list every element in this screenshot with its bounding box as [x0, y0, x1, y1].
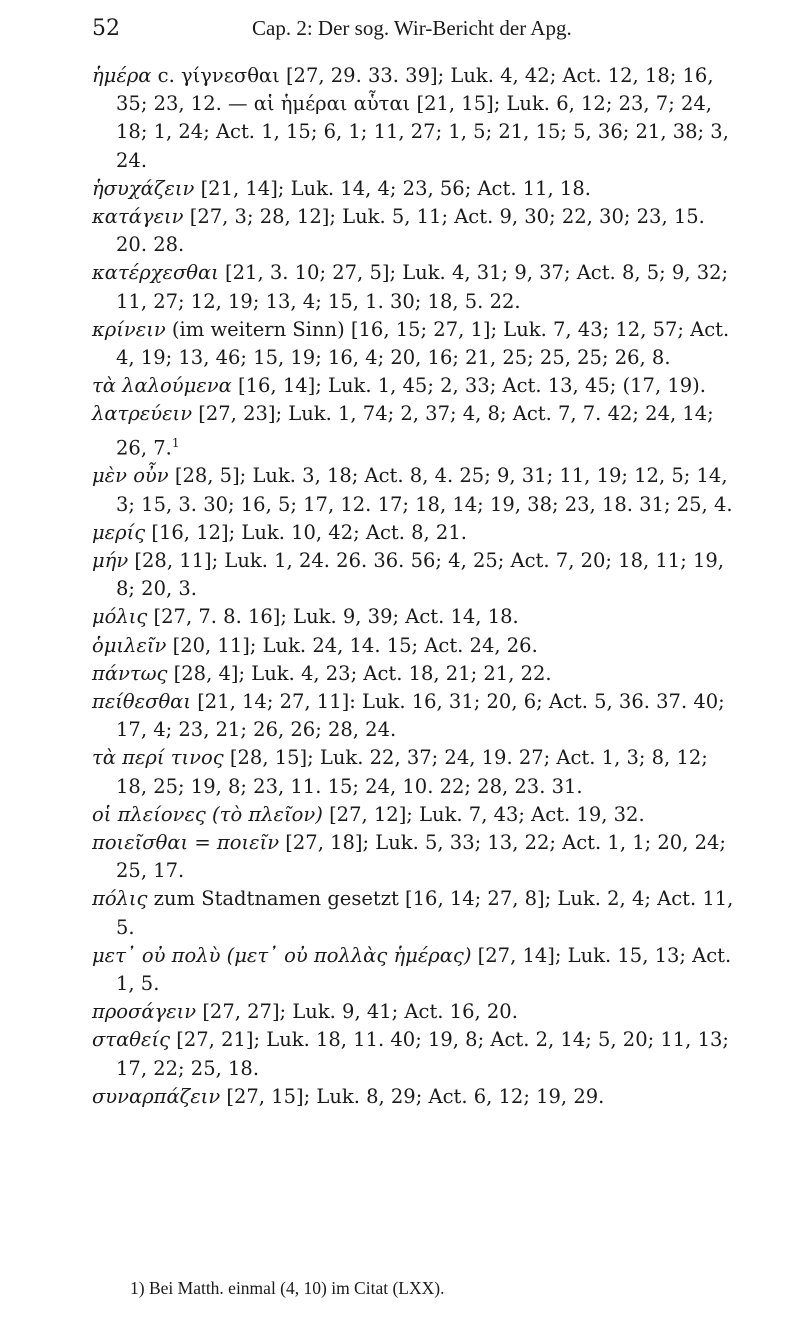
word-entry [92, 1083, 742, 1111]
entry-references: [21, 14; 27, 11]: Luk. 16, 31; 20, 6; Act. 5, 36. 37. 40; 17, 4; 23, 21; 26, 26; 28, 24. [116, 689, 725, 742]
page-header [92, 16, 738, 50]
entry-references: [20, 11]; Luk. 24, 14. 15; Act. 24, 26. [166, 633, 538, 657]
entry-references: [21, 14]; Luk. 14, 4; 23, 56; Act. 11, 18. [194, 176, 591, 200]
entry-term: σταθείς [92, 1028, 171, 1052]
entry-references: [27, 23]; Luk. 1, 74; 2, 37; 4, 8; Act. 7, 7. 42; 24, 14; 26, 7. [116, 402, 714, 460]
entry-term: πάντως [92, 661, 168, 685]
word-entry [92, 998, 742, 1026]
entry-term: ποιεῖσθαι = ποιεῖν [92, 830, 280, 854]
entry-term: τὰ περί τινος [92, 746, 224, 770]
entry-references: [27, 14]; Luk. 15, 13; Act. 1, 5. [116, 943, 732, 995]
word-entry [92, 942, 742, 998]
entry-term: προσάγειν [92, 1000, 197, 1024]
entry-term: κρίνειν [92, 317, 166, 341]
entry-term: λατρεύειν [92, 402, 193, 426]
running-title: Cap. 2: Der sog. Wir-Bericht der Apg. [252, 16, 572, 40]
word-list [92, 62, 742, 1111]
word-entry [92, 259, 742, 315]
word-entry [92, 462, 742, 518]
word-entry [92, 547, 742, 603]
entry-term: πόλις [92, 887, 148, 911]
word-entry [92, 175, 742, 203]
entry-references: [21, 3. 10; 27, 5]; Luk. 4, 31; 9, 37; Act. 8, 5; 9, 32; 11, 27; 12, 19; 13, 4; 15, 1. 30; 18, 5. 22. [116, 261, 729, 313]
word-entry [92, 801, 742, 829]
entry-term: οἱ πλείονες (τὸ πλεῖον) [92, 802, 323, 826]
word-entry [92, 372, 742, 400]
entry-references: [16, 12]; Luk. 10, 42; Act. 8, 21. [145, 520, 467, 544]
entry-references: [27, 18]; Luk. 5, 33; 13, 22; Act. 1, 1; 20, 24; 25, 17. [116, 830, 726, 883]
entry-term: κατάγειν [92, 205, 184, 229]
entry-references: [28, 5]; Luk. 3, 18; Act. 8, 4. 25; 9, 31; 11, 19; 12, 5; 14, 3; 15, 3. 30; 16, 5; 17, 12. 17; 18, 14; 19, 38; 23, 18. 31; 25, 4. [116, 464, 733, 516]
entry-term: μετ᾽ οὐ πολὺ (μετ᾽ οὐ πολλὰς ἡμέρας) [92, 943, 472, 967]
entry-term: κατέρχεσθαι [92, 261, 219, 285]
entry-references: [27, 12]; Luk. 7, 43; Act. 19, 32. [322, 802, 645, 826]
entry-term: μερίς [92, 520, 146, 544]
entry-term: μήν [92, 548, 129, 572]
entry-references: [28, 11]; Luk. 1, 24. 26. 36. 56; 4, 25; Act. 7, 20; 18, 11; 19, 8; 20, 3. [116, 548, 724, 601]
entry-term: πείθεσθαι [92, 689, 191, 713]
word-entry [92, 885, 742, 941]
word-entry [92, 1026, 742, 1082]
entry-references: [16, 14]; Luk. 1, 45; 2, 33; Act. 13, 45; (17, 19). [231, 374, 706, 398]
word-entry [92, 519, 742, 547]
entry-references: [28, 15]; Luk. 22, 37; 24, 19. 27; Act. 1, 3; 8, 12; 18, 25; 19, 8; 23, 11. 15; 24, 10. 22; 28, 23. 31. [116, 746, 708, 798]
entry-term: μόλις [92, 605, 148, 629]
word-entry [92, 62, 742, 175]
word-entry [92, 632, 742, 660]
entry-term: συναρπάζειν [92, 1084, 221, 1108]
word-entry [92, 316, 742, 372]
entry-term: μὲν οὖν [92, 464, 169, 488]
entry-references: [27, 27]; Luk. 9, 41; Act. 16, 20. [196, 1000, 518, 1024]
word-entry [92, 688, 742, 744]
entry-references: [28, 4]; Luk. 4, 23; Act. 18, 21; 21, 22. [167, 661, 552, 685]
word-entry [92, 660, 742, 688]
footnote-marker: 1 [171, 435, 180, 450]
entry-references: [27, 7. 8. 16]; Luk. 9, 39; Act. 14, 18. [147, 605, 519, 629]
entry-term: ἡμέρα [92, 64, 152, 87]
entry-term: τὰ λαλούμενα [92, 374, 232, 398]
word-entry [92, 203, 742, 259]
entry-references: (im weitern Sinn) [16, 15; 27, 1]; Luk. 7, 43; 12, 57; Act. 4, 19; 13, 46; 15, 19; 16, 4; 20, 16; 21, 25; 25, 25; 26, 8. [116, 317, 730, 370]
word-entry [92, 744, 742, 800]
word-entry [92, 829, 742, 885]
entry-references: c. γίγνεσθαι [27, 29. 33. 39]; Luk. 4, 42; Act. 12, 18; 16, 35; 23, 12. — αἱ ἡμέραι αὗται [21, 15]; Luk. 6, 12; 23, 7; 24, 18; 1, 24; Act. 1, 15; 6, 1; 11, 27; 1, 5; 21, 15; 5, 36; 21, 38; 3, 24. [116, 64, 729, 172]
entry-references: [27, 15]; Luk. 8, 29; Act. 6, 12; 19, 29. [220, 1084, 605, 1108]
entry-references: [27, 21]; Luk. 18, 11. 40; 19, 8; Act. 2, 14; 5, 20; 11, 13; 17, 22; 25, 18. [116, 1028, 729, 1080]
word-entry [92, 603, 742, 631]
entry-term: ἡσυχάζειν [92, 176, 195, 200]
page-number: 52 [92, 16, 120, 41]
word-entry [92, 400, 742, 462]
entry-references: [27, 3; 28, 12]; Luk. 5, 11; Act. 9, 30; 22, 30; 23, 15. 20. 28. [116, 205, 705, 257]
entry-term: ὁμιλεῖν [92, 633, 167, 657]
footnote: 1) Bei Matth. einmal (4, 10) im Citat (LXX). [130, 1278, 445, 1298]
entry-references: zum Stadtnamen gesetzt [16, 14; 27, 8]; Luk. 2, 4; Act. 11, 5. [116, 887, 734, 939]
